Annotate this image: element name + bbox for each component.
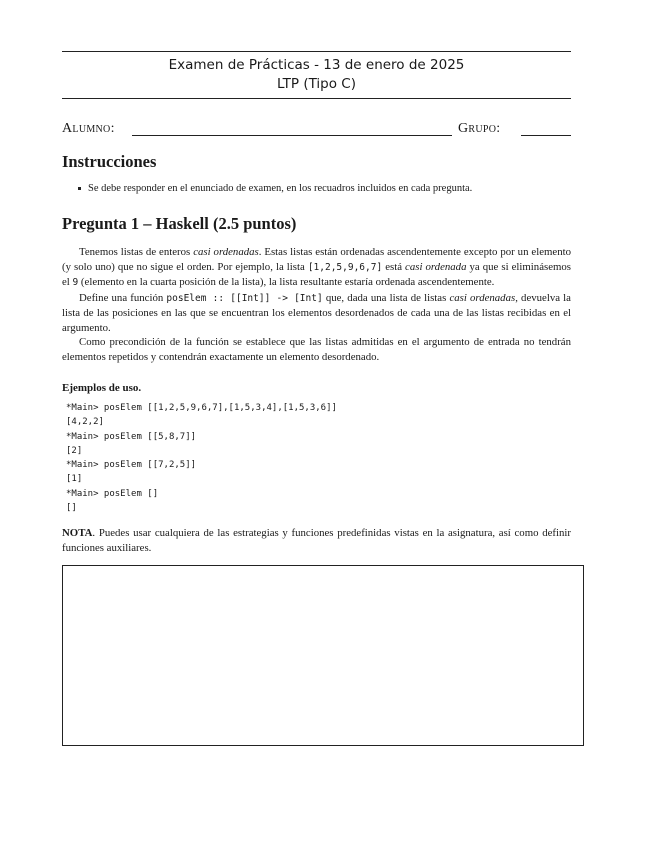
code-line: [1] [66,474,83,485]
header-top-rule [62,51,571,52]
paragraph-2: Define una función posElem :: [[Int]] -> [Int] que, dada una lista de listas casi ordenadas, devuelva la lista de las posiciones en las que se encuentran los elementos desordenados de cada una de las listas recibidas en el argumento. [62,291,571,334]
header-bottom-rule [62,98,571,99]
code-line: *Main> posElem [[5,8,7]] [66,431,197,442]
examples-code [66,401,337,515]
question-statement [62,245,571,364]
question-heading: Pregunta 1 – Haskell (2.5 puntos) [62,214,297,233]
paragraph-1: Tenemos listas de enteros casi ordenadas. Estas listas están ordenadas ascendentemente excepto por un elemento (y solo uno) que no sigue el orden. Por ejemplo, la lista [1,2,5,9,6,7] está casi ordenada ya que si eliminásemos el 9 (elemento en la cuarta posición de la lista), la lista resultante estaría ordenada ascendentemente. [62,246,572,288]
examples-heading: Ejemplos de uso. [62,382,142,394]
code-line: *Main> posElem [[7,2,5]] [66,460,197,471]
instruction-text: Se debe responder en el enunciado de examen, en los recuadros incluidos en cada pregunta. [88,183,473,194]
alumno-field[interactable] [132,135,452,136]
grupo-field[interactable] [521,135,571,136]
code-line: [] [66,503,77,514]
instruction-item [78,182,472,196]
grupo-label: Grupo: [458,121,501,136]
exam-subtitle: LTP (Tipo C) [276,76,356,92]
alumno-label: Alumno: [62,121,115,136]
answer-box[interactable] [62,565,584,746]
note-paragraph [62,526,571,555]
code-line: *Main> posElem [] [66,488,159,499]
code-line: *Main> posElem [[1,2,5,9,6,7],[1,5,3,4],[1,5,3,6]] [66,403,337,413]
instructions-heading: Instrucciones [62,152,157,171]
bullet-icon [78,187,81,190]
code-line: [2] [66,445,83,456]
note-label: NOTA [62,527,93,539]
note-text: . Puedes usar cualquiera de las estrategias y funciones predefinidas vistas en la asignatura, así como definir funciones auxiliares. [62,527,571,554]
student-info-row [62,121,571,141]
code-line: [4,2,2] [66,417,104,428]
exam-title: Examen de Prácticas - 13 de enero de 2025 [168,57,465,73]
paragraph-3: Como precondición de la función se establece que las listas admitidas en el argumento de entrada no tendrán elementos repetidos y contendrán exactamente un elemento desordenado. [62,336,571,363]
